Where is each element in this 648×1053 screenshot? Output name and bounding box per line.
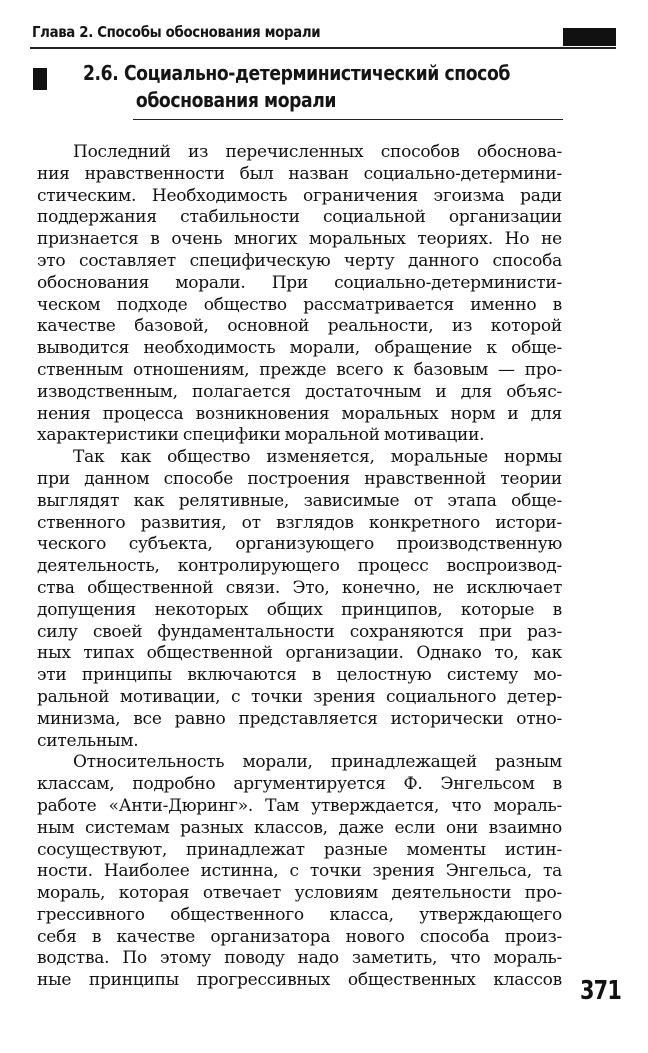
text-line: стическим. Необходимость ограничения эгоизма ради (37, 185, 562, 206)
text-line: выглядят как релятивные, зависимые от этапа обще- (37, 490, 562, 511)
section-title-line-1: 2.6. Социально-детерминистический способ (83, 61, 510, 85)
text-line: классам, подробно аргументируется Ф. Энгельсом в (37, 774, 562, 795)
text-line: ности. Наиболее истинна, с точки зрения Энгельса, та (37, 861, 562, 882)
text-line: минизма, все равно представляется исторически отно- (37, 708, 562, 729)
text-line: ственным отношениям, прежде всего к базовым — про- (37, 359, 562, 380)
text-line: Относительность морали, принадлежащей разным (73, 752, 562, 773)
text-line: обоснования морали. При социально-детерминисти- (37, 272, 562, 293)
text-line: силу своей фундаментальности сохраняются при раз- (37, 621, 562, 642)
text-line: мораль, которая отвечает условиям деятельности про- (37, 883, 562, 904)
text-line: ческом подходе общество рассматривается именно в (37, 294, 562, 315)
text-line: сительным. (37, 730, 139, 751)
section-rule (133, 119, 563, 120)
text-line: Последний из перечисленных способов обоснова- (73, 142, 562, 162)
text-line: ческого субъекта, организующего производственную (37, 534, 562, 555)
section-heading (33, 60, 573, 122)
text-line: ния нравственности был назван социально-детермини- (37, 163, 562, 184)
text-line: признается в очень многих моральных теориях. Но не (37, 229, 562, 250)
section-title (83, 60, 520, 114)
running-header (30, 22, 616, 50)
text-line: ства общественной связи. Это, конечно, не исключает (37, 577, 562, 598)
text-line: Так как общество изменяется, моральные нормы (73, 447, 562, 468)
text-line: поддержания стабильности социальной организации (37, 207, 562, 228)
text-line: при данном способе построения нравственной теории (37, 468, 562, 489)
text-line: деятельность, контролирующего процесс воспроизвод- (37, 556, 562, 577)
text-line: выводится необходимость морали, обращение к обще- (37, 338, 562, 359)
text-line: сосуществуют, принадлежат разные моменты истин- (37, 839, 562, 860)
text-line: ральной мотивации, с точки зрения социального детер- (37, 686, 562, 707)
header-rule (30, 47, 616, 49)
text-line: характеристики специфики моральной мотивации. (37, 425, 485, 446)
section-title-line-2: обоснования морали (135, 88, 337, 112)
header-decorative-block (563, 28, 616, 46)
text-line: ных типах общественной организации. Однако то, как (37, 643, 562, 664)
text-line: ственного развития, от взглядов конкретного истори- (37, 512, 562, 533)
text-line: работе «Анти-Дюринг». Там утверждается, что мораль- (37, 795, 562, 816)
text-line: это составляет специфическую черту данного способа (37, 250, 562, 271)
text-line: изводственным, полагается достаточным и для объяс- (37, 381, 562, 402)
text-line: ным системам разных классов, даже если они взаимно (37, 817, 562, 838)
text-line: водства. По этому поводу надо заметить, что мораль- (37, 948, 562, 969)
text-line: ные принципы прогрессивных общественных классов (37, 970, 562, 991)
text-line: себя в качестве организатора нового способа произ- (37, 926, 562, 947)
page-number: 371 (580, 976, 622, 1006)
text-line: нения процесса возникновения моральных норм и для (37, 403, 562, 424)
running-title: Глава 2. Способы обоснования морали (32, 23, 321, 41)
text-line: грессивного общественного класса, утверждающего (37, 904, 562, 925)
text-line: эти принципы включаются в целостную систему мо- (37, 665, 562, 686)
body-text (37, 142, 562, 992)
text-line: качестве базовой, основной реальности, из которой (37, 316, 562, 337)
text-line: допущения некоторых общих принципов, которые в (37, 599, 562, 620)
section-marker-icon (33, 68, 47, 90)
